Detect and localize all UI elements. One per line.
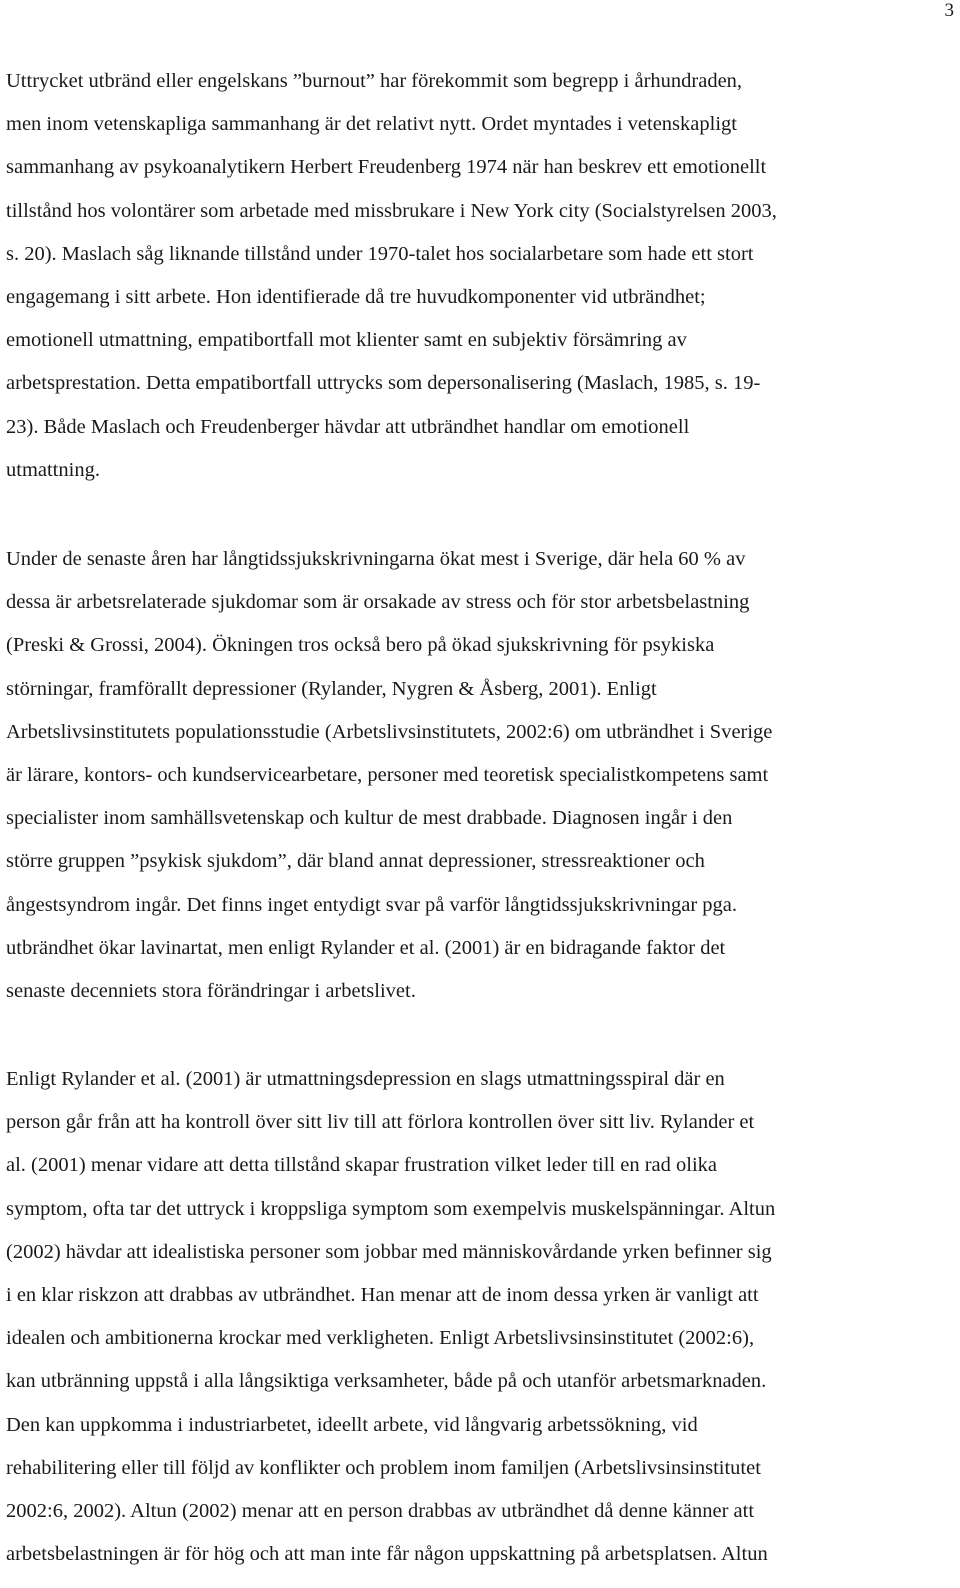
text-line: arbetsprestation. Detta empatibortfall uttrycks som depersonalisering (Maslach, 1985, s. 19-: [6, 372, 761, 395]
text-line: Under de senaste åren har långtidssjukskrivningarna ökat mest i Sverige, där hela 60 % av: [6, 548, 746, 570]
text-line: emotionell utmattning, empatibortfall mot klienter samt en subjektiv försämring av: [6, 329, 687, 352]
text-line: al. (2001) menar vidare att detta tillstånd skapar frustration vilket leder till en rad olika: [6, 1154, 717, 1177]
page-number: 3: [944, 0, 954, 21]
text-line: senaste decenniets stora förändringar i arbetslivet.: [6, 980, 416, 1003]
text-line: sammanhang av psykoanalytikern Herbert Freudenberg 1974 när han beskrev ett emotionellt: [6, 156, 767, 179]
text-line: kan utbränning uppstå i alla långsiktiga verksamheter, både på och utanför arbetsmarknaden.: [6, 1370, 767, 1393]
text-line: Den kan uppkomma i industriarbetet, ideellt arbete, vid långvarig arbetssökning, vid: [6, 1413, 698, 1436]
text-line: Enligt Rylander et al. (2001) är utmattningsdepression en slags utmattningsspiral där en: [6, 1068, 725, 1090]
paragraph-burnout-definition: [6, 60, 950, 492]
text-line: arbetsbelastningen är för hög och att man inte får någon uppskattning på arbetsplatsen. Altun: [6, 1543, 768, 1566]
text-line: ångestsyndrom ingår. Det finns inget entydigt svar på varför långtidssjukskrivningar pga.: [6, 893, 738, 916]
text-line: rehabilitering eller till följd av konflikter och problem inom familjen (Arbetslivsinsinstitutet: [6, 1456, 761, 1479]
text-line: utmattning.: [6, 458, 100, 481]
text-line: person går från att ha kontroll över sitt liv till att förlora kontrollen över sitt liv. Rylander et: [6, 1111, 755, 1134]
text-line: 23). Både Maslach och Freudenberger hävdar att utbrändhet handlar om emotionell: [6, 415, 690, 438]
text-line: tillstånd hos volontärer som arbetade med missbrukare i New York city (Socialstyrelsen 2003,: [6, 199, 777, 222]
text-line: utbrändhet ökar lavinartat, men enligt Rylander et al. (2001) är en bidragande faktor det: [6, 936, 726, 959]
text-line: större gruppen ”psykisk sjukdom”, där bland annat depressioner, stressreaktioner och: [6, 850, 705, 873]
text-line: 2002:6, 2002). Altun (2002) menar att en person drabbas av utbrändhet då denne känner att: [6, 1500, 755, 1523]
text-line: i en klar riskzon att drabbas av utbrändhet. Han menar att de inom dessa yrken är vanligt att: [6, 1284, 759, 1307]
text-line: engagemang i sitt arbete. Hon identifierade då tre huvudkomponenter vid utbrändhet;: [6, 286, 706, 309]
paragraph-sick-leave: [6, 538, 950, 1013]
text-line: dessa är arbetsrelaterade sjukdomar som är orsakade av stress och för stor arbetsbelastning: [6, 591, 750, 614]
text-line: (2002) hävdar att idealistiska personer som jobbar med människovårdande yrken befinner sig: [6, 1240, 772, 1263]
text-line: Arbetslivsinstitutets populationsstudie (Arbetslivsinstitutets, 2002:6) om utbrändhet i Sverige: [6, 720, 773, 743]
text-line: är lärare, kontors- och kundservicearbetare, personer med teoretisk specialistkompetens samt: [6, 764, 769, 787]
text-line: symptom, ofta tar det uttryck i kroppsliga symptom som exempelvis muskelspänningar. Altun: [6, 1197, 776, 1220]
text-line: men inom vetenskapliga sammanhang är det relativt nytt. Ordet myntades i vetenskapligt: [6, 113, 737, 136]
text-line: specialister inom samhällsvetenskap och kultur de mest drabbade. Diagnosen ingår i den: [6, 807, 733, 830]
text-line: (Preski & Grossi, 2004). Ökningen tros också bero på ökad sjukskrivning för psykiska: [6, 634, 715, 657]
text-line: idealen och ambitionerna krockar med verkligheten. Enligt Arbetslivsinsinstitutet (2002:6),: [6, 1327, 755, 1350]
paragraph-exhaustion-depression: [6, 1058, 950, 1576]
text-line: störningar, framförallt depressioner (Rylander, Nygren & Åsberg, 2001). Enligt: [6, 677, 657, 700]
text-line: s. 20). Maslach såg liknande tillstånd under 1970-talet hos socialarbetare som hade ett stort: [6, 242, 754, 265]
text-line: Uttrycket utbränd eller engelskans ”burnout” har förekommit som begrepp i århundraden,: [6, 70, 743, 92]
